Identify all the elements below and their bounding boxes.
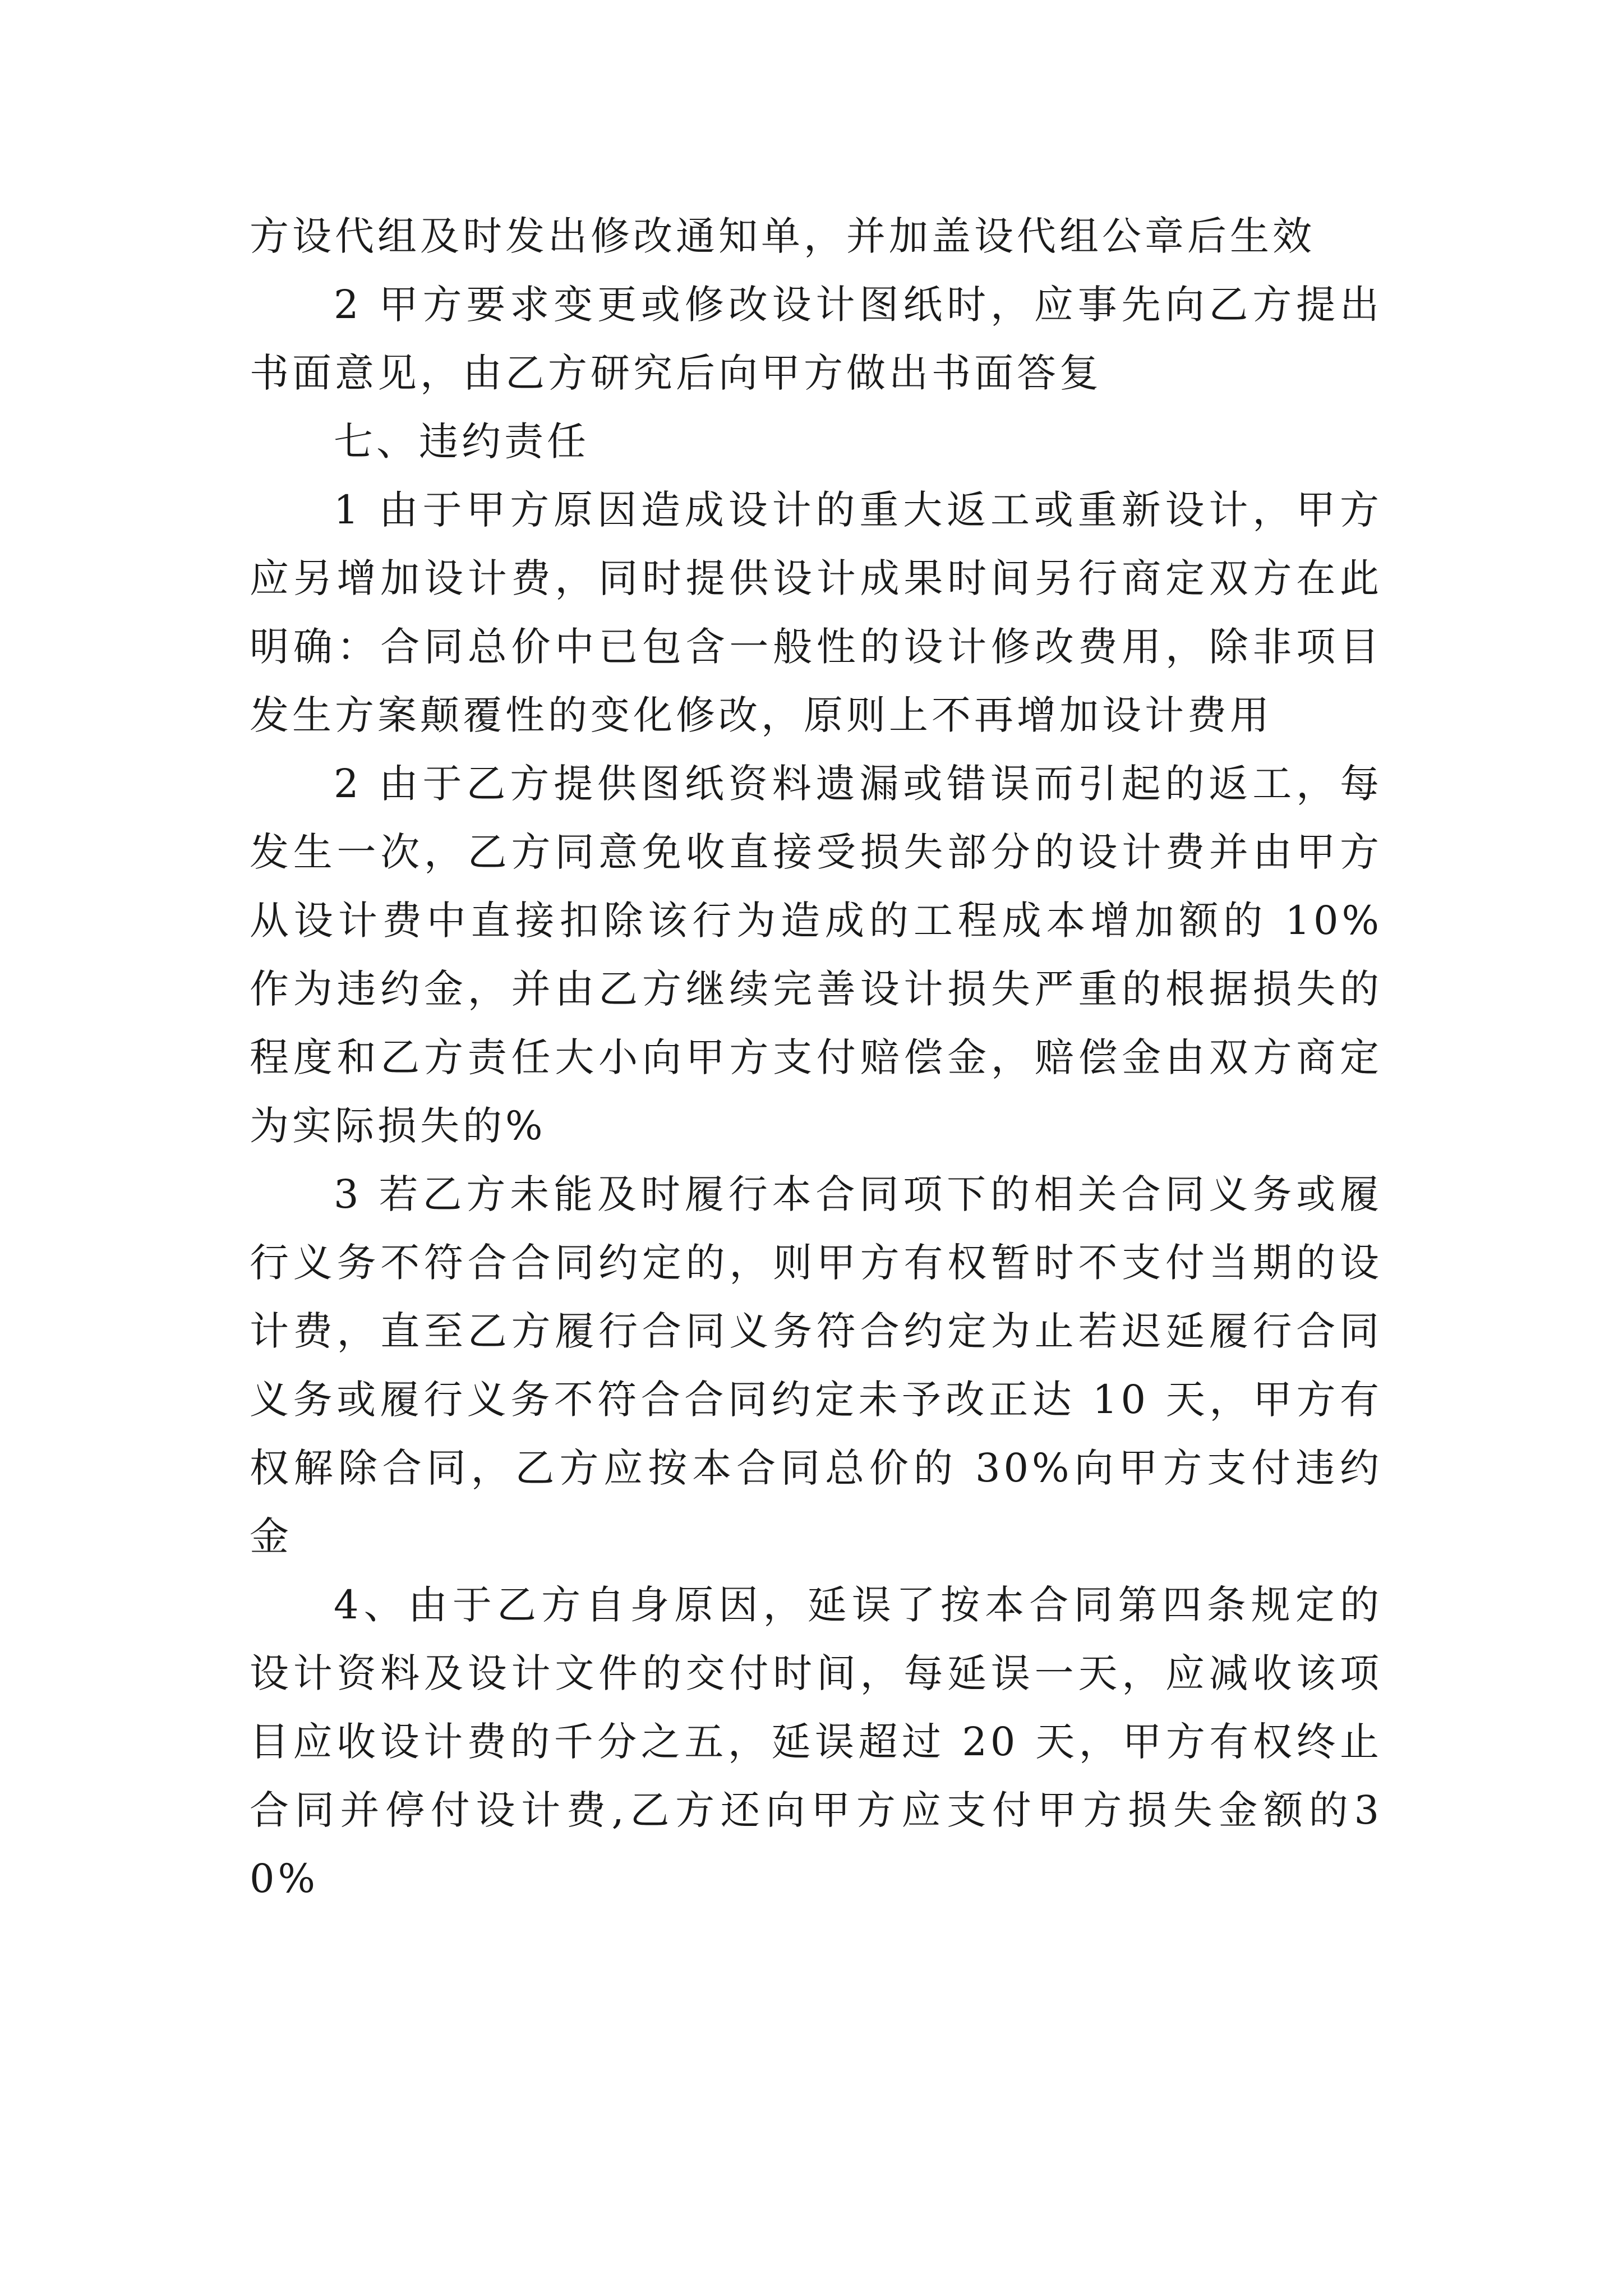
- document-body: [250, 202, 1382, 1913]
- paragraph-clause-2-revision: 2 甲方要求变更或修改设计图纸时，应事先向乙方提出书面意见，由乙方研究后向甲方做出书面答复: [250, 282, 1382, 396]
- paragraph-clause-3-obligations: 3 若乙方未能及时履行本合同项下的相关合同义务或履行义务不符合合同约定的，则甲方有权暂时不支付当期的设计费，直至乙方履行合同义务符合约定为止若迟延履行合同义务或履行义务不符合合同约定未予改正达 10 天，甲方有权解除合同，乙方应按本合同总价的 30%向甲方支付违约金: [250, 1171, 1382, 1559]
- paragraph-clause-4-delay: 4、由于乙方自身原因，延误了按本合同第四条规定的设计资料及设计文件的交付时间，每延误一天，应减收该项目应收设计费的千分之五，延误超过 20 天，甲方有权终止合同并停付设计费,乙方还向甲方应支付甲方损失金额的30%: [250, 1582, 1382, 1902]
- paragraph-continuation: 方设代组及时发出修改通知单，并加盖设代组公章后生效: [250, 213, 1315, 259]
- paragraph-clause-2-party-b: 2 由于乙方提供图纸资料遗漏或错误而引起的返工，每发生一次，乙方同意免收直接受损失部分的设计费并由甲方从设计费中直接扣除该行为造成的工程成本增加额的 10%作为违约金，并由乙方继续完善设计损失严重的根据损失的程度和乙方责任大小向甲方支付赔偿金，赔偿金由双方商定为实际损失的%: [250, 761, 1382, 1149]
- paragraph-clause-1-party-a: 1 由于甲方原因造成设计的重大返工或重新设计，甲方应另增加设计费，同时提供设计成果时间另行商定双方在此明确：合同总价中已包含一般性的设计修改费用，除非项目发生方案颠覆性的变化修改，原则上不再增加设计费用: [250, 487, 1382, 738]
- section-heading-breach-liability: 七、违约责任: [334, 418, 589, 464]
